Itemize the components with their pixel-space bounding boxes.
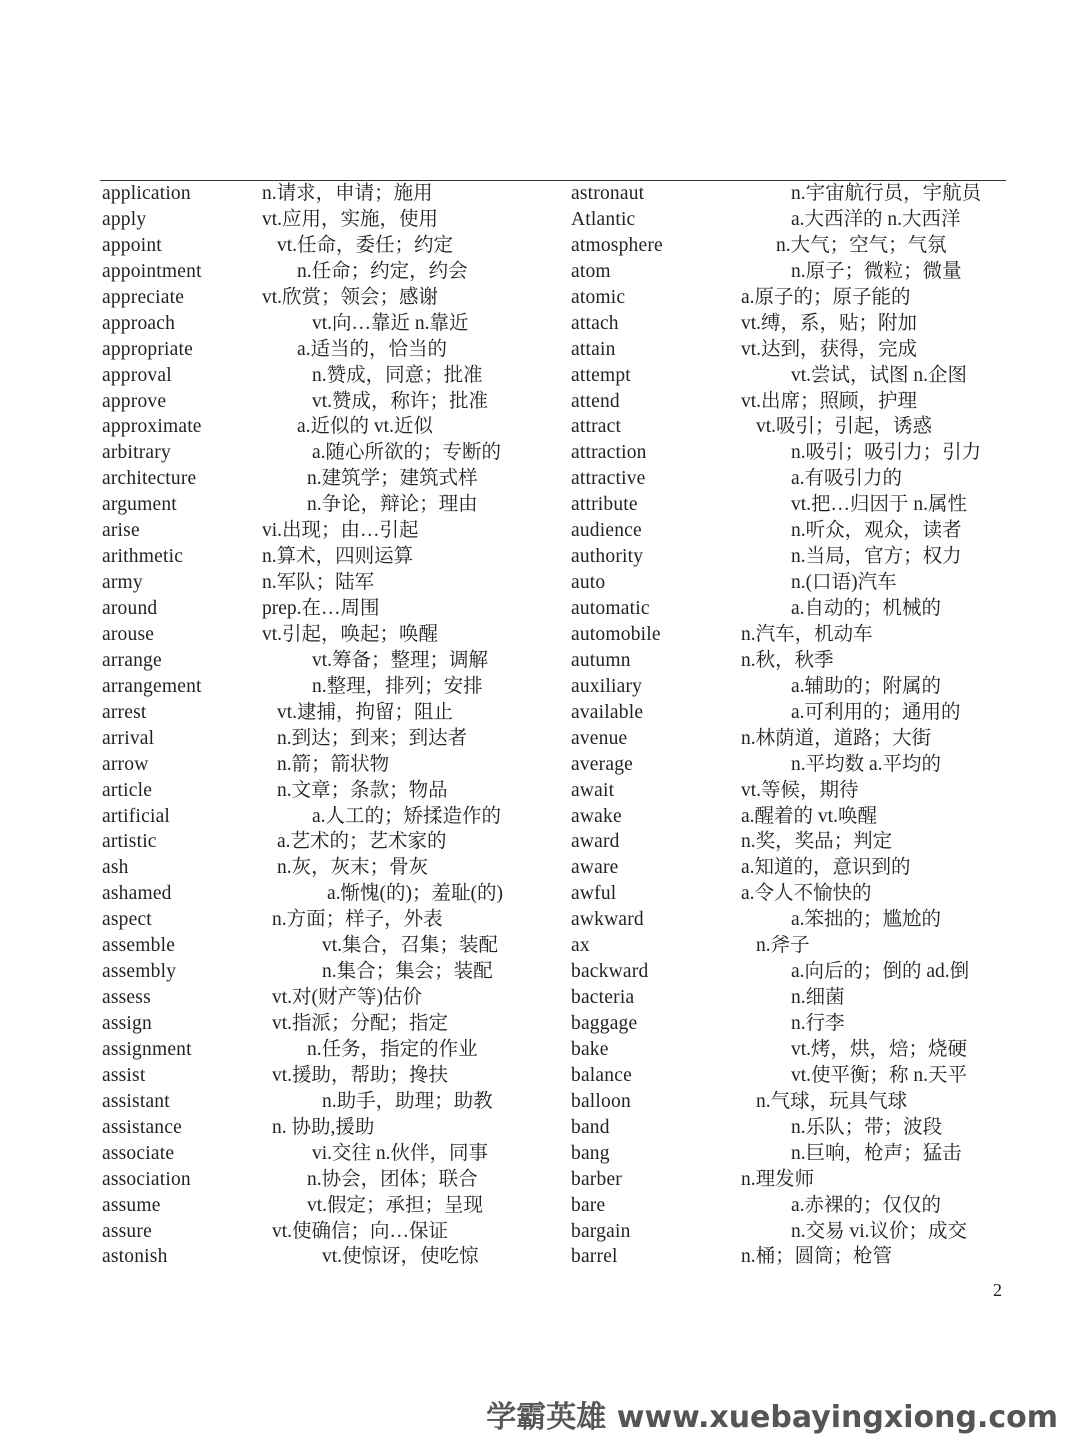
entry-definition: vt.假定；承担；呈现	[307, 1194, 484, 1216]
entry-definition: n.吸引；吸引力；引力	[791, 442, 982, 464]
entry-word: awake	[571, 805, 622, 827]
entry-definition: vi.出现；由…引起	[262, 520, 419, 542]
entry-definition: n.集合；集会；装配	[322, 961, 493, 983]
entry-definition: n.算术，四则运算	[262, 546, 414, 568]
entry-definition: vt.集合，召集；装配	[322, 935, 499, 957]
entry-word: attain	[571, 338, 616, 360]
entry-definition: a.人工的；矫揉造作的	[312, 805, 502, 827]
entry-word: approval	[102, 364, 172, 386]
entry-word: arouse	[102, 623, 155, 645]
entry-word: assignment	[102, 1038, 192, 1060]
entry-definition: n.任务，指定的作业	[307, 1038, 478, 1060]
entry-word: assist	[102, 1064, 146, 1086]
entry-definition: a.原子的；原子能的	[741, 286, 911, 308]
entry-word: appointment	[102, 260, 202, 282]
entry-word: atom	[571, 260, 611, 282]
entry-definition: vt.对(财产等)估价	[272, 987, 423, 1009]
entry-word: assess	[102, 987, 151, 1009]
entry-definition: a.令人不愉快的	[741, 883, 872, 905]
entry-word: arithmetic	[102, 546, 184, 568]
entry-definition: n.秋，秋季	[741, 649, 834, 671]
entry-definition: n.斧子	[756, 935, 810, 957]
entry-definition: n. 协助,援助	[272, 1116, 375, 1138]
entry-definition: n.林荫道，道路；大街	[741, 727, 932, 749]
entry-definition: vt.烤，烘，焙；烧硬	[791, 1038, 968, 1060]
entry-word: approach	[102, 312, 176, 334]
entry-word: assume	[102, 1194, 161, 1216]
entry-word: aspect	[102, 909, 152, 931]
entry-definition: vt.指派；分配；指定	[272, 1013, 449, 1034]
entry-word: awful	[571, 883, 617, 905]
entry-word: ash	[102, 857, 129, 879]
entry-word: atmosphere	[571, 234, 663, 256]
entry-word: Atlantic	[571, 208, 636, 230]
entry-definition: n.行李	[791, 1013, 845, 1034]
entry-word: bargain	[571, 1220, 631, 1242]
entry-word: attend	[571, 390, 620, 412]
entry-definition: a.辅助的；附属的	[791, 675, 942, 697]
entry-word: artificial	[102, 805, 171, 827]
entry-definition: vt.使惊讶，使吃惊	[322, 1246, 479, 1268]
entry-word: apply	[102, 208, 147, 230]
entry-definition: n.理发师	[741, 1168, 815, 1190]
entry-definition: prep.在…周围	[262, 598, 380, 619]
entry-word: appreciate	[102, 286, 185, 308]
entry-definition: vt.任命，委任；约定	[277, 234, 454, 256]
entry-word: attribute	[571, 494, 638, 516]
entry-definition: vt.向…靠近 n.靠近	[312, 312, 469, 334]
entry-definition: n.方面；样子，外表	[272, 909, 443, 931]
entry-word: auxiliary	[571, 675, 643, 697]
entry-definition: n.平均数 a.平均的	[791, 753, 942, 775]
entry-definition: a.随心所欲的；专断的	[312, 442, 502, 464]
entry-definition: vt.等候，期待	[741, 779, 859, 801]
entry-definition: a.笨拙的；尴尬的	[791, 909, 942, 931]
entry-word: assemble	[102, 935, 176, 957]
entry-definition: vt.应用，实施，使用	[262, 208, 439, 230]
entry-word: appropriate	[102, 338, 193, 360]
entry-definition: vt.达到，获得，完成	[741, 338, 918, 360]
entry-definition: n.宇宙航行员，宇航员	[791, 183, 982, 204]
entry-word: awkward	[571, 909, 644, 931]
entry-definition: n.(口语)汽车	[791, 572, 897, 594]
entry-definition: n.争论，辩论；理由	[307, 494, 478, 516]
entry-word: band	[571, 1116, 610, 1138]
entry-definition: a.赤裸的；仅仅的	[791, 1194, 942, 1216]
entry-word: artistic	[102, 831, 157, 853]
entry-word: atomic	[571, 286, 626, 308]
entry-definition: n.建筑学；建筑式样	[307, 468, 478, 490]
entry-word: ax	[571, 935, 590, 957]
entry-word: audience	[571, 520, 642, 542]
entry-word: attempt	[571, 364, 631, 386]
entry-definition: n.乐队；带；波段	[791, 1116, 943, 1138]
entry-definition: vt.使平衡；称 n.天平	[791, 1064, 968, 1086]
entry-word: authority	[571, 546, 644, 568]
footer-watermark: 学霸英雄 www.xuebayingxiong.com	[486, 1400, 1058, 1435]
entry-definition: vt.出席；照顾，护理	[741, 390, 918, 412]
entry-word: attraction	[571, 442, 647, 464]
entry-definition: n.任命；约定，约会	[297, 260, 468, 282]
entry-definition: vt.筹备；整理；调解	[312, 649, 489, 671]
entry-definition: vt.使确信；向…保证	[272, 1220, 449, 1242]
entry-word: article	[102, 779, 153, 801]
entry-word: associate	[102, 1142, 175, 1164]
entry-word: bare	[571, 1194, 606, 1216]
entry-word: attract	[571, 416, 622, 438]
entry-word: available	[571, 701, 644, 723]
entry-word: balloon	[571, 1090, 631, 1112]
entry-definition: a.有吸引力的	[791, 468, 903, 490]
entry-definition: n.到达；到来；到达者	[277, 727, 468, 749]
entry-word: bacteria	[571, 987, 635, 1009]
entry-definition: vt.尝试，试图 n.企图	[791, 364, 968, 386]
entry-word: automobile	[571, 623, 661, 645]
entry-definition: a.近似的 vt.近似	[297, 416, 433, 438]
entry-definition: n.奖，奖品；判定	[741, 831, 893, 853]
entry-word: ashamed	[102, 883, 172, 905]
page-number: 2	[993, 1280, 1002, 1300]
entry-word: arrival	[102, 727, 155, 749]
entry-definition: n.巨响，枪声；猛击	[791, 1142, 962, 1164]
entry-definition: a.醒着的 vt.唤醒	[741, 805, 877, 827]
entry-word: argument	[102, 494, 177, 516]
entry-definition: n.灰，灰末；骨灰	[277, 857, 429, 879]
entry-word: application	[102, 183, 191, 204]
entry-word: arbitrary	[102, 442, 171, 464]
entry-definition: n.桶；圆筒；枪管	[741, 1246, 893, 1268]
entry-word: avenue	[571, 727, 628, 749]
entry-word: aware	[571, 857, 619, 879]
entry-definition: vt.引起，唤起；唤醒	[262, 623, 439, 645]
entry-definition: n.整理，排列；安排	[312, 675, 483, 697]
entry-word: bake	[571, 1038, 609, 1060]
entry-definition: n.气球，玩具气球	[756, 1090, 908, 1112]
entry-word: assistance	[102, 1116, 182, 1138]
entry-definition: a.向后的；倒的 ad.倒	[791, 961, 970, 983]
entry-definition: vt.把…归因于 n.属性	[791, 494, 968, 516]
entry-word: association	[102, 1168, 191, 1190]
entry-definition: vi.交往 n.伙伴，同事	[312, 1142, 489, 1164]
entry-definition: vt.欣赏；领会；感谢	[262, 286, 439, 308]
entry-word: approximate	[102, 416, 202, 438]
entry-definition: n.大气；空气；气氛	[776, 234, 947, 256]
entry-definition: vt.援助，帮助；搀扶	[272, 1064, 449, 1086]
entry-definition: n.助手，助理；助教	[322, 1090, 493, 1112]
entry-word: assure	[102, 1220, 152, 1242]
entry-word: arrow	[102, 753, 149, 775]
entry-definition: n.汽车，机动车	[741, 623, 873, 645]
entry-definition: n.听众，观众，读者	[791, 520, 962, 542]
entry-definition: n.当局，官方；权力	[791, 546, 962, 568]
entry-word: assistant	[102, 1090, 170, 1112]
entry-definition: a.艺术的；艺术家的	[277, 831, 447, 853]
entry-word: appoint	[102, 234, 162, 256]
entry-word: arrest	[102, 701, 147, 723]
entry-definition: a.大西洋的 n.大西洋	[791, 208, 961, 230]
entry-word: attractive	[571, 468, 646, 490]
entry-word: attach	[571, 312, 619, 334]
entry-word: automatic	[571, 598, 650, 619]
entry-word: auto	[571, 572, 606, 594]
entry-definition: n.文章；条款；物品	[277, 779, 448, 801]
entry-word: barrel	[571, 1246, 618, 1268]
entry-definition: vt.缚，系，贴；附加	[741, 312, 918, 334]
entry-word: arise	[102, 520, 140, 542]
entry-definition: a.适当的，恰当的	[297, 338, 448, 360]
entry-definition: a.可利用的；通用的	[791, 701, 961, 723]
entry-definition: n.请求，申请；施用	[262, 183, 433, 204]
entry-word: architecture	[102, 468, 197, 490]
entry-definition: n.原子；微粒；微量	[791, 260, 962, 282]
entry-definition: n.协会，团体；联合	[307, 1168, 478, 1190]
entry-word: astonish	[102, 1246, 168, 1268]
entry-word: astronaut	[571, 183, 645, 204]
entry-definition: a.自动的；机械的	[791, 598, 942, 619]
entry-definition: n.赞成，同意；批准	[312, 364, 483, 386]
entry-word: autumn	[571, 649, 631, 671]
entry-word: around	[102, 598, 158, 619]
entry-definition: n.细菌	[791, 987, 845, 1009]
entry-word: army	[102, 572, 143, 594]
entry-word: bang	[571, 1142, 610, 1164]
entry-definition: n.箭；箭状物	[277, 753, 390, 775]
entry-definition: a.惭愧(的)；羞耻(的)	[327, 883, 504, 905]
entry-word: award	[571, 831, 620, 853]
entry-word: barber	[571, 1168, 622, 1190]
entry-word: balance	[571, 1064, 632, 1086]
entry-definition: n.交易 vi.议价；成交	[791, 1220, 968, 1242]
entry-definition: a.知道的，意识到的	[741, 857, 911, 879]
entry-word: arrange	[102, 649, 162, 671]
entry-word: assign	[102, 1013, 152, 1034]
entry-word: backward	[571, 961, 649, 983]
entry-word: average	[571, 753, 634, 775]
entry-definition: vt.逮捕，拘留；阻止	[277, 701, 454, 723]
entry-word: approve	[102, 390, 167, 412]
entry-definition: n.军队；陆军	[262, 572, 375, 594]
entry-definition: vt.吸引；引起，诱惑	[756, 416, 933, 438]
entry-word: baggage	[571, 1013, 638, 1034]
entry-word: await	[571, 779, 615, 801]
entry-definition: vt.赞成，称许；批准	[312, 390, 489, 412]
entry-word: arrangement	[102, 675, 202, 697]
entry-word: assembly	[102, 961, 177, 983]
